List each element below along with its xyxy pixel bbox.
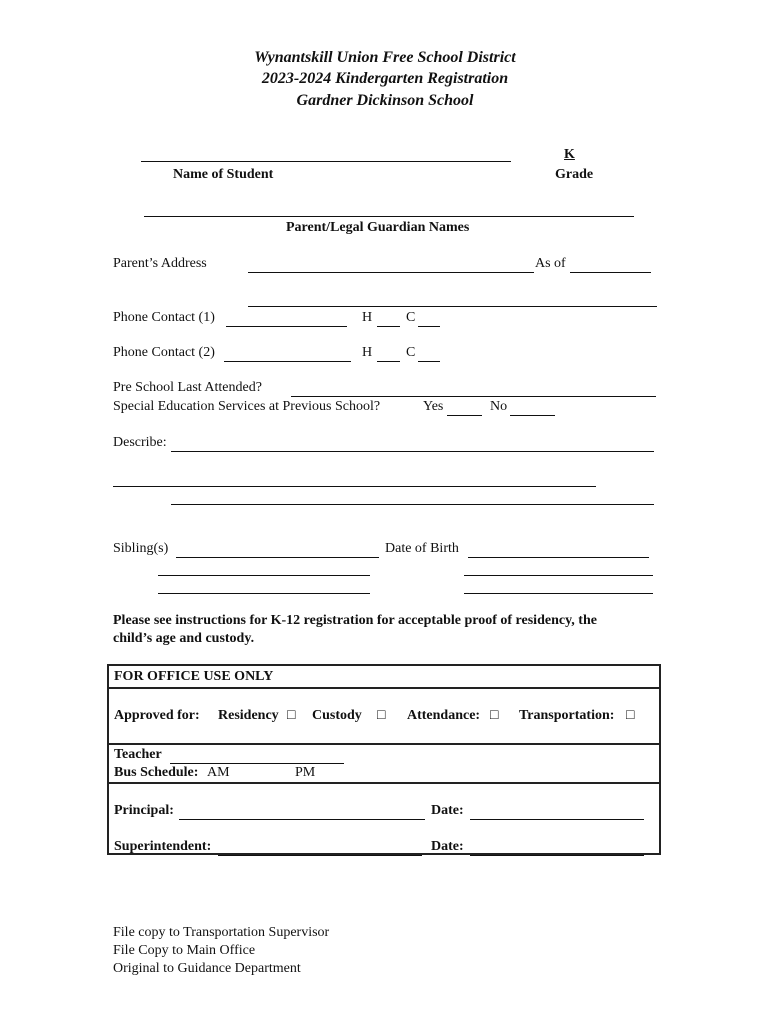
describe-line-3-field[interactable] bbox=[171, 504, 654, 505]
address-field[interactable] bbox=[248, 272, 534, 273]
superintendent-date-label: Date: bbox=[431, 839, 464, 854]
special-ed-no-field[interactable] bbox=[510, 415, 555, 416]
phone2-field[interactable] bbox=[224, 361, 351, 362]
transportation-checkbox[interactable]: □ bbox=[626, 708, 635, 723]
guardian-names-field[interactable] bbox=[144, 216, 634, 217]
as-of-field[interactable] bbox=[570, 272, 651, 273]
describe-label: Describe: bbox=[113, 435, 167, 450]
phone1-home-label: H bbox=[362, 310, 373, 325]
divider bbox=[109, 687, 659, 689]
bus-schedule-label: Bus Schedule: bbox=[114, 765, 199, 780]
residency-checkbox[interactable]: □ bbox=[287, 708, 296, 723]
attendance-label: Attendance: bbox=[407, 708, 481, 723]
siblings-label: Sibling(s) bbox=[113, 541, 169, 556]
divider bbox=[109, 782, 659, 784]
office-use-box bbox=[107, 664, 661, 855]
sibling-2-dob-field[interactable] bbox=[464, 575, 653, 576]
office-use-header: FOR OFFICE USE ONLY bbox=[114, 669, 274, 684]
student-name-label: Name of Student bbox=[173, 167, 274, 182]
approved-for-label: Approved for: bbox=[114, 708, 200, 723]
teacher-field[interactable] bbox=[170, 763, 344, 764]
sibling-1-dob-field[interactable] bbox=[468, 557, 649, 558]
footer-copy-transportation: File copy to Transportation Supervisor bbox=[113, 925, 330, 940]
guardian-label: Parent/Legal Guardian Names bbox=[286, 220, 470, 235]
phone2-home-label: H bbox=[362, 345, 373, 360]
as-of-label: As of bbox=[535, 256, 566, 271]
describe-line-2-field[interactable] bbox=[113, 486, 596, 487]
school-title: Gardner Dickinson School bbox=[296, 92, 474, 109]
address-line-2-field[interactable] bbox=[248, 306, 657, 307]
grade-value: K bbox=[564, 147, 575, 162]
principal-date-label: Date: bbox=[431, 803, 464, 818]
sibling-3-field[interactable] bbox=[158, 593, 370, 594]
phone1-home-field[interactable] bbox=[377, 326, 400, 327]
superintendent-label: Superintendent: bbox=[114, 839, 212, 854]
custody-checkbox[interactable]: □ bbox=[377, 708, 386, 723]
custody-label: Custody bbox=[312, 708, 362, 723]
phone2-cell-field[interactable] bbox=[418, 361, 440, 362]
special-ed-no-label: No bbox=[490, 399, 508, 414]
dob-label: Date of Birth bbox=[385, 541, 459, 556]
phone2-cell-label: C bbox=[406, 345, 416, 360]
student-name-field[interactable] bbox=[141, 161, 511, 162]
phone1-field[interactable] bbox=[226, 326, 347, 327]
phone1-cell-label: C bbox=[406, 310, 416, 325]
residency-notice-line1: Please see instructions for K-12 registration for acceptable proof of residency, the bbox=[113, 613, 597, 628]
describe-field[interactable] bbox=[171, 451, 654, 452]
phone1-cell-field[interactable] bbox=[418, 326, 440, 327]
teacher-label: Teacher bbox=[114, 747, 162, 762]
residency-notice-line2: child’s age and custody. bbox=[113, 631, 255, 646]
phone1-label: Phone Contact (1) bbox=[113, 310, 215, 325]
special-ed-yes-field[interactable] bbox=[447, 415, 482, 416]
address-label: Parent’s Address bbox=[113, 256, 207, 271]
district-title: Wynantskill Union Free School District bbox=[254, 49, 516, 66]
sibling-1-field[interactable] bbox=[176, 557, 379, 558]
divider bbox=[109, 743, 659, 745]
bus-am-label: AM bbox=[207, 765, 230, 780]
principal-date-field[interactable] bbox=[470, 819, 644, 820]
superintendent-date-field[interactable] bbox=[470, 855, 644, 856]
principal-signature-field[interactable] bbox=[179, 819, 425, 820]
footer-copy-main-office: File Copy to Main Office bbox=[113, 943, 256, 958]
superintendent-signature-field[interactable] bbox=[218, 855, 422, 856]
phone2-label: Phone Contact (2) bbox=[113, 345, 215, 360]
grade-label: Grade bbox=[555, 167, 594, 182]
bus-pm-label: PM bbox=[295, 765, 316, 780]
sibling-3-dob-field[interactable] bbox=[464, 593, 653, 594]
special-ed-label: Special Education Services at Previous School? bbox=[113, 399, 381, 414]
special-ed-yes-label: Yes bbox=[423, 399, 444, 414]
preschool-label: Pre School Last Attended? bbox=[113, 380, 262, 395]
preschool-field[interactable] bbox=[291, 396, 656, 397]
transportation-label: Transportation: bbox=[519, 708, 615, 723]
form-title: 2023-2024 Kindergarten Registration bbox=[261, 70, 509, 87]
principal-label: Principal: bbox=[114, 803, 174, 818]
residency-label: Residency bbox=[218, 708, 279, 723]
attendance-checkbox[interactable]: □ bbox=[490, 708, 499, 723]
sibling-2-field[interactable] bbox=[158, 575, 370, 576]
phone2-home-field[interactable] bbox=[377, 361, 400, 362]
footer-copy-guidance: Original to Guidance Department bbox=[113, 961, 301, 976]
